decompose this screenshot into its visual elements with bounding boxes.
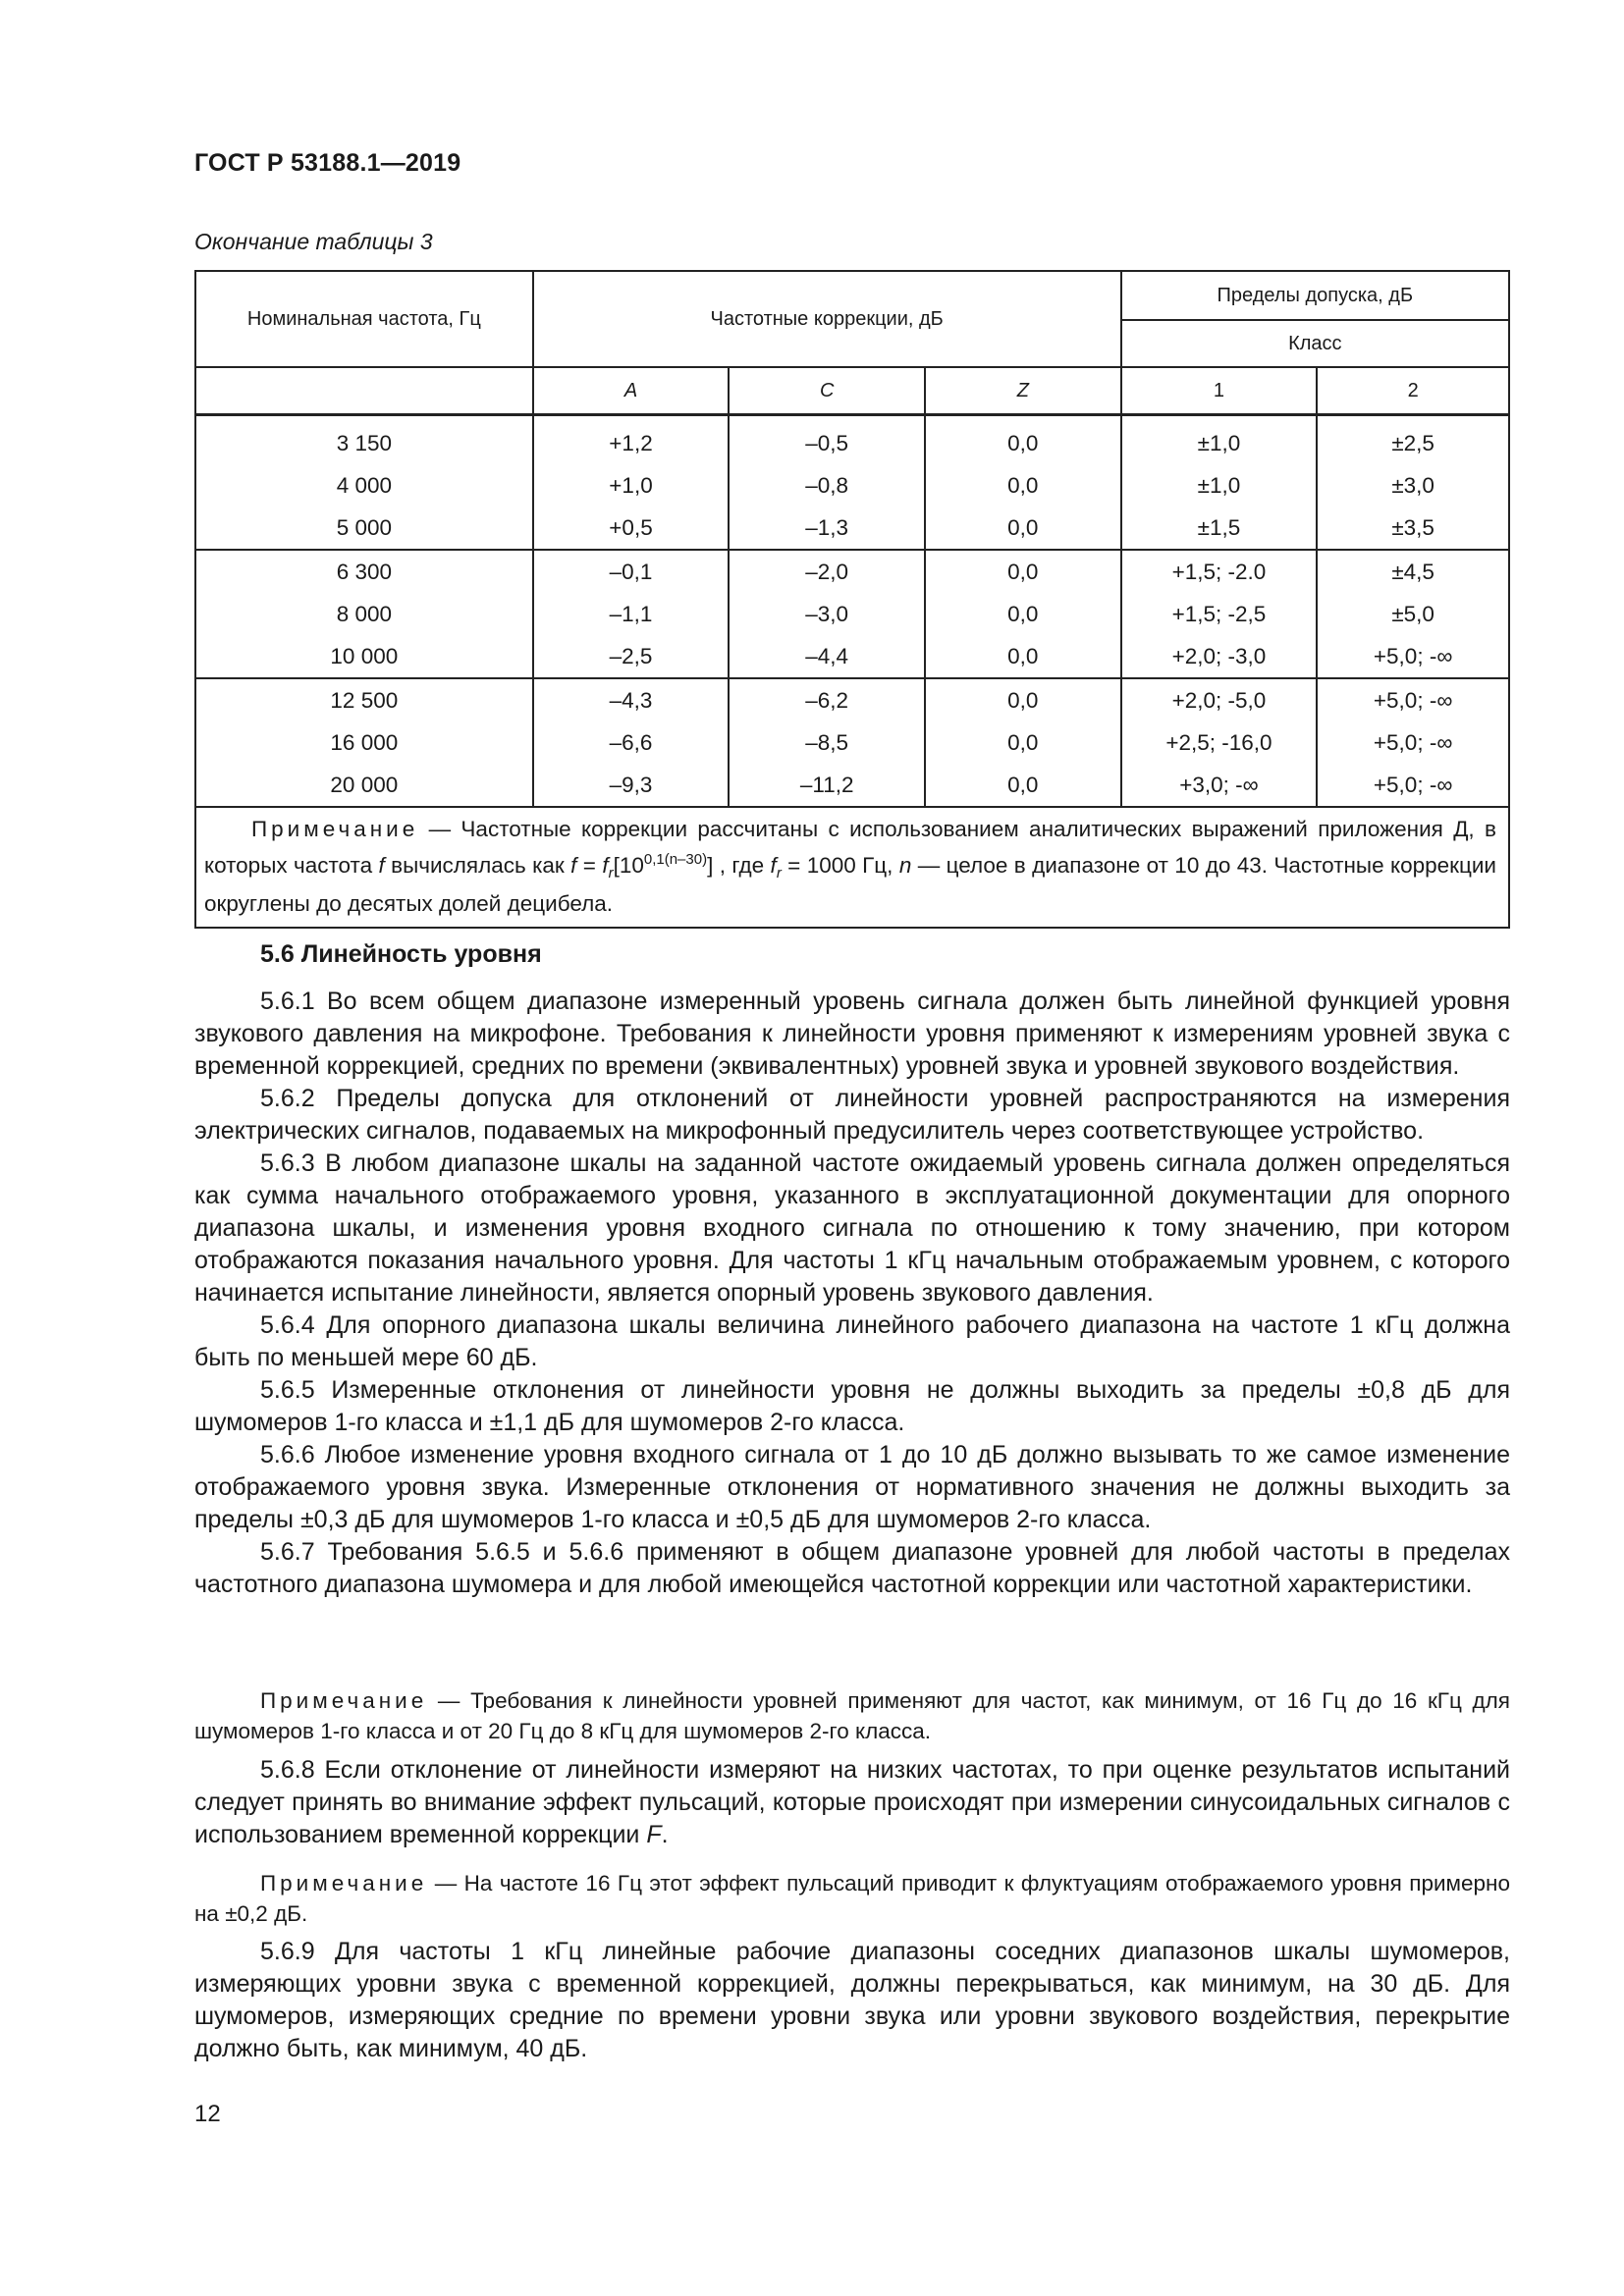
document-header: ГОСТ Р 53188.1—2019 <box>194 149 461 177</box>
cell-correction-c: –8,5 <box>729 721 925 764</box>
cell-correction-z: 0,0 <box>925 507 1121 550</box>
cell-correction-a: –0,1 <box>533 550 730 593</box>
note-label: Примечание <box>260 1688 428 1713</box>
table-caption: Окончание таблицы 3 <box>194 229 433 254</box>
cell-correction-a: +1,2 <box>533 415 730 465</box>
cell-frequency: 8 000 <box>195 593 533 635</box>
header-col-z: Z <box>925 367 1121 415</box>
header-col-c: C <box>729 367 925 415</box>
cell-correction-a: –1,1 <box>533 593 730 635</box>
cell-correction-c: –1,3 <box>729 507 925 550</box>
cell-correction-a: +1,0 <box>533 464 730 507</box>
table-note: Примечание — Частотные коррекции рассчитаны с использованием аналитических выражений приложения Д, в которых частота f вычислялась как $f = f_r[10^{0,1(n-30)}]$ , где $f_r = 1000$ Гц, n — целое в диапазоне от 10 до 43. Частотные коррекции округлены до десятых долей децибела. <box>195 807 1509 928</box>
cell-tolerance-class-1: ±1,0 <box>1121 415 1318 465</box>
table-row <box>195 764 1509 807</box>
table-row <box>195 678 1509 721</box>
page-number: 12 <box>194 2101 221 2127</box>
cell-tolerance-class-2: ±4,5 <box>1317 550 1509 593</box>
cell-tolerance-class-2: +5,0; -∞ <box>1317 764 1509 807</box>
cell-correction-z: 0,0 <box>925 764 1121 807</box>
cell-correction-a: –9,3 <box>533 764 730 807</box>
note-label: Примечание <box>260 1871 428 1896</box>
paragraph-5-6-9: 5.6.9 Для частоты 1 кГц линейные рабочие диапазоны соседних диапазонов шкалы шумомеров, измеряющих уровни звука с временной коррекцией, должны перекрываться, как минимум, на 30 дБ. Для шумомеров, измеряющих средние по времени уровни звука или уровни звукового воздействия, перекрытие должно быть, как минимум, 40 дБ. <box>194 1938 1510 2062</box>
cell-correction-a: +0,5 <box>533 507 730 550</box>
cell-correction-z: 0,0 <box>925 678 1121 721</box>
header-tolerance-limits: Пределы допуска, дБ <box>1121 271 1509 320</box>
cell-frequency: 10 000 <box>195 635 533 678</box>
cell-tolerance-class-2: ±3,5 <box>1317 507 1509 550</box>
header-col-class-1: 1 <box>1121 367 1318 415</box>
table-row <box>195 550 1509 593</box>
cell-frequency: 12 500 <box>195 678 533 721</box>
table-body <box>195 415 1509 808</box>
cell-correction-c: –0,8 <box>729 464 925 507</box>
paragraph-5-6-5: 5.6.5 Измеренные отклонения от линейности уровня не должны выходить за пределы ±0,8 дБ для шумомеров 1-го класса и ±1,1 дБ для шумомеров 2-го класса. <box>194 1376 1510 1436</box>
cell-frequency: 20 000 <box>195 764 533 807</box>
cell-tolerance-class-1: +1,5; -2,5 <box>1121 593 1318 635</box>
cell-correction-z: 0,0 <box>925 721 1121 764</box>
cell-correction-z: 0,0 <box>925 635 1121 678</box>
table-row <box>195 593 1509 635</box>
header-frequency-corrections: Частотные коррекции, дБ <box>533 271 1121 367</box>
cell-tolerance-class-2: ±5,0 <box>1317 593 1509 635</box>
cell-correction-c: –6,2 <box>729 678 925 721</box>
header-col-a: A <box>533 367 730 415</box>
cell-correction-a: –4,3 <box>533 678 730 721</box>
table-row <box>195 464 1509 507</box>
cell-tolerance-class-1: +2,0; -5,0 <box>1121 678 1318 721</box>
cell-correction-c: –0,5 <box>729 415 925 465</box>
cell-frequency: 4 000 <box>195 464 533 507</box>
section-paragraphs-1 <box>194 986 1510 1601</box>
table-note-row <box>195 807 1509 928</box>
cell-frequency: 16 000 <box>195 721 533 764</box>
cell-tolerance-class-1: +2,0; -3,0 <box>1121 635 1318 678</box>
frequency-corrections-table <box>194 270 1510 929</box>
cell-tolerance-class-2: ±2,5 <box>1317 415 1509 465</box>
cell-tolerance-class-1: +2,5; -16,0 <box>1121 721 1318 764</box>
cell-correction-c: –2,0 <box>729 550 925 593</box>
cell-correction-c: –4,4 <box>729 635 925 678</box>
cell-tolerance-class-2: +5,0; -∞ <box>1317 721 1509 764</box>
cell-tolerance-class-1: +3,0; -∞ <box>1121 764 1318 807</box>
table-header-row <box>195 271 1509 320</box>
cell-frequency: 5 000 <box>195 507 533 550</box>
paragraph-5-6-2: 5.6.2 Пределы допуска для отклонений от линейности уровней распространяются на измерения электрических сигналов, подаваемых на микрофонный предусилитель через соответствующее устройство. <box>194 1085 1510 1145</box>
cell-tolerance-class-1: ±1,0 <box>1121 464 1318 507</box>
table-column-labels <box>195 367 1509 415</box>
note-ripple-effect: Примечание — На частоте 16 Гц этот эффект пульсаций приводит к флуктуациям отображаемого уровня примерно на ±0,2 дБ. <box>194 1871 1510 1926</box>
header-col-class-2: 2 <box>1317 367 1509 415</box>
cell-tolerance-class-2: +5,0; -∞ <box>1317 635 1509 678</box>
header-blank <box>195 367 533 415</box>
table-row <box>195 635 1509 678</box>
cell-correction-c: –3,0 <box>729 593 925 635</box>
cell-tolerance-class-1: +1,5; -2.0 <box>1121 550 1318 593</box>
cell-correction-z: 0,0 <box>925 550 1121 593</box>
note-label: Примечание <box>251 817 419 841</box>
cell-correction-z: 0,0 <box>925 415 1121 465</box>
table-row <box>195 507 1509 550</box>
table-row <box>195 415 1509 465</box>
table-row <box>195 721 1509 764</box>
cell-frequency: 6 300 <box>195 550 533 593</box>
cell-correction-a: –6,6 <box>533 721 730 764</box>
header-class: Класс <box>1121 320 1509 367</box>
cell-tolerance-class-2: +5,0; -∞ <box>1317 678 1509 721</box>
paragraph-5-6-7: 5.6.7 Требования 5.6.5 и 5.6.6 применяют в общем диапазоне уровней для любой частоты в пределах частотного диапазона шумомера и для любой имеющейся частотной коррекции или частотной характеристики. <box>194 1538 1510 1598</box>
header-nominal-frequency: Номинальная частота, Гц <box>195 271 533 367</box>
paragraph-5-6-3: 5.6.3 В любом диапазоне шкалы на заданной частоте ожидаемый уровень сигнала должен определяться как сумма начального отображаемого уровня, указанного в эксплуатационной документации для опорного диапазона шкалы, и изменения уровня входного сигнала по отношению к тому значению, при котором отображаются показания начального уровня. Для частоты 1 кГц начальным отображаемым уровнем, с которого начинается испытание линейности, является опорный уровень звукового давления. <box>194 1149 1510 1307</box>
paragraph-5-6-8: 5.6.8 Если отклонение от линейности измеряют на низких частотах, то при оценке результатов испытаний следует принять во внимание эффект пульсаций, которые происходят при измерении синусоидальных сигналов с использованием временной коррекции F. <box>194 1756 1510 1848</box>
cell-frequency: 3 150 <box>195 415 533 465</box>
paragraph-5-6-4: 5.6.4 Для опорного диапазона шкалы величина линейного рабочего диапазона на частоте 1 кГц должна быть по меньшей мере 60 дБ. <box>194 1311 1510 1371</box>
paragraph-5-6-6: 5.6.6 Любое изменение уровня входного сигнала от 1 до 10 дБ должно вызывать то же самое изменение отображаемого уровня звука. Измеренные отклонения от нормативного значения не должны выходить за пределы ±0,3 дБ для шумомеров 1-го класса и ±0,5 дБ для шумомеров 2-го класса. <box>194 1441 1510 1533</box>
cell-correction-c: –11,2 <box>729 764 925 807</box>
cell-tolerance-class-2: ±3,0 <box>1317 464 1509 507</box>
section-title: 5.6 Линейность уровня <box>260 940 542 968</box>
cell-tolerance-class-1: ±1,5 <box>1121 507 1318 550</box>
paragraph-5-6-1: 5.6.1 Во всем общем диапазоне измеренный уровень сигнала должен быть линейной функцией уровня звукового давления на микрофоне. Требования к линейности уровня применяют к измерениям уровней звука с временной коррекцией, средних по времени (эквивалентных) уровней звука и уровней звукового воздействия. <box>194 988 1510 1080</box>
note-linearity-frequencies: Примечание — Требования к линейности уровней применяют для частот, как минимум, от 16 Гц до 16 кГц для шумомеров 1-го класса и от 20 Гц до 8 кГц для шумомеров 2-го класса. <box>194 1688 1510 1743</box>
cell-correction-a: –2,5 <box>533 635 730 678</box>
cell-correction-z: 0,0 <box>925 593 1121 635</box>
cell-correction-z: 0,0 <box>925 464 1121 507</box>
